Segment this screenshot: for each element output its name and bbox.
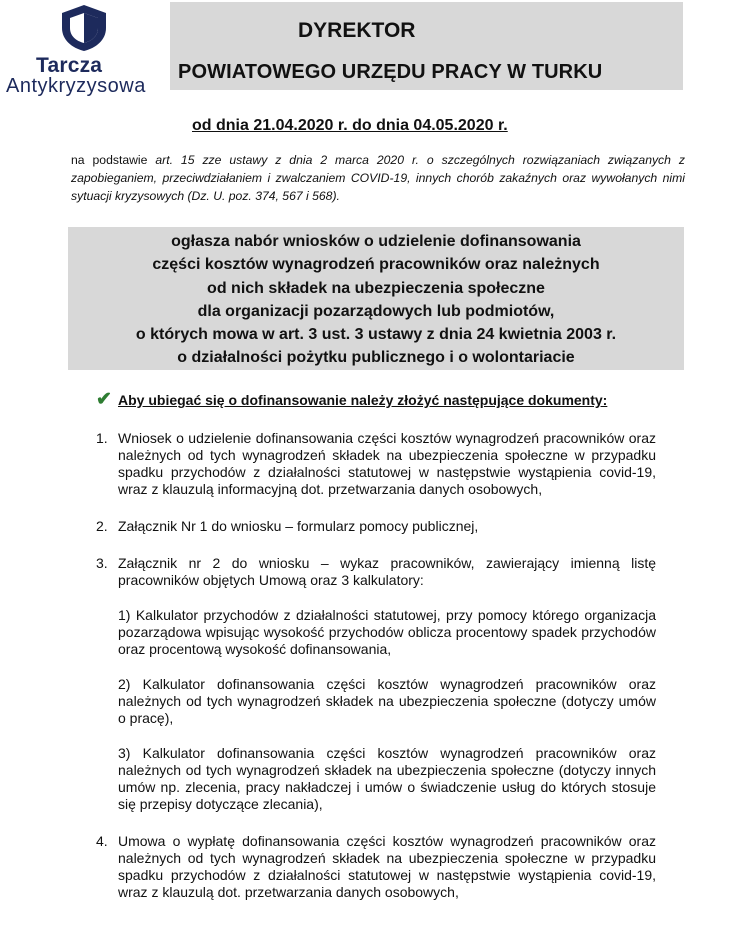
legal-basis-prefix: na podstawie <box>71 153 156 167</box>
header-box <box>170 2 683 90</box>
announcement-line: o działalności pożytku publicznego i o wolontariacie <box>177 349 575 367</box>
announcement-line: od nich składek na ubezpieczenia społeczne <box>207 279 545 297</box>
logo-brand-line1: Tarcza <box>36 54 103 77</box>
requirements-heading-text: Aby ubiegać się o dofinansowanie należy złożyć następujące dokumenty: <box>118 392 608 408</box>
announcement-box <box>68 227 684 370</box>
logo <box>4 2 164 98</box>
header-title-line2: POWIATOWEGO URZĘDU PRACY W TURKU <box>178 61 603 83</box>
sub-item: 1) Kalkulator przychodów z działalności statutowej, przy pomocy którego organizacja pozarządowa wpisując wysokość przychodów oblicza procentowy spadek przychodów oraz procentową wysokość dofinansowania, <box>118 607 656 657</box>
list-item-number: 4. <box>96 833 108 849</box>
list-item-number: 2. <box>96 518 108 534</box>
sub-item: 2) Kalkulator dofinansowania części kosztów wynagrodzeń pracowników oraz należnych od tych wynagrodzeń składek na ubezpieczenia społeczne (dotyczy umów o pracę), <box>118 676 656 726</box>
list-item <box>96 555 656 813</box>
announcement-line: o których mowa w art. 3 ust. 3 ustawy z dnia 24 kwietnia 2003 r. <box>135 326 617 344</box>
announcement-line: ogłasza nabór wniosków o udzielenie dofinansowania <box>171 233 581 250</box>
header-title-line1: DYREKTOR <box>298 19 416 42</box>
list-item-number: 3. <box>96 555 108 571</box>
announcement-line: dla organizacji pozarządowych lub podmiotów, <box>197 302 555 320</box>
documents-list <box>96 430 656 901</box>
checkmark-icon: ✔ <box>96 389 112 410</box>
list-item-text: Umowa o wypłatę dofinansowania części kosztów wynagrodzeń pracowników oraz należnych od tych wynagrodzeń składek na ubezpieczenia społeczne w przypadku spadku przychodów z działalności statutowej w następstwie wystąpienia covid-19, wraz z klauzulą dot. przetwarzania danych osobowych, <box>118 833 656 900</box>
date-range: od dnia 21.04.2020 r. do dnia 04.05.2020 r. <box>192 117 508 134</box>
list-item <box>96 430 656 498</box>
legal-basis <box>71 151 685 205</box>
list-item-text: Wniosek o udzielenie dofinansowania części kosztów wynagrodzeń pracowników oraz należnych od tych wynagrodzeń składek na ubezpieczenia społeczne w przypadku spadku przychodów z działalności statutowej w następstwie wystąpienia covid-19, wraz z klauzulą informacyjną dot. przetwarzania danych osobowych, <box>118 430 656 497</box>
sub-item: 3) Kalkulator dofinansowania części kosztów wynagrodzeń pracowników oraz należnych od tych wynagrodzeń składek na ubezpieczenia społeczne (dotyczy innych umów np. zlecenia, pracy nakładczej i umów o świadczenie usług do których stosuje się przepisy dotyczące zlecania), <box>118 745 656 812</box>
announcement-line: części kosztów wynagrodzeń pracowników oraz należnych <box>152 256 600 274</box>
list-item-number: 1. <box>96 430 108 446</box>
legal-basis-citation: art. 15 zze ustawy z dnia 2 marca 2020 r. o szczególnych rozwiązaniach związanych z zapobieganiem, przeciwdziałaniem i zwalczaniem COVID-19, innych chorób zakaźnych oraz wywołanych nimi sytuacji kryzysowych (Dz. U. poz. 374, 567 i 568). <box>71 153 685 203</box>
list-item-text: Załącznik Nr 1 do wniosku – formularz pomocy publicznej, <box>118 518 479 534</box>
logo-brand-line2: Antykryzysowa <box>6 75 146 97</box>
shield-icon <box>61 4 107 52</box>
list-item-text: Załącznik nr 2 do wniosku – wykaz pracowników, zawierający imienną listę pracowników objętych Umową oraz 3 kalkulatory: <box>118 555 656 588</box>
list-item <box>96 833 656 901</box>
list-item <box>96 518 656 535</box>
